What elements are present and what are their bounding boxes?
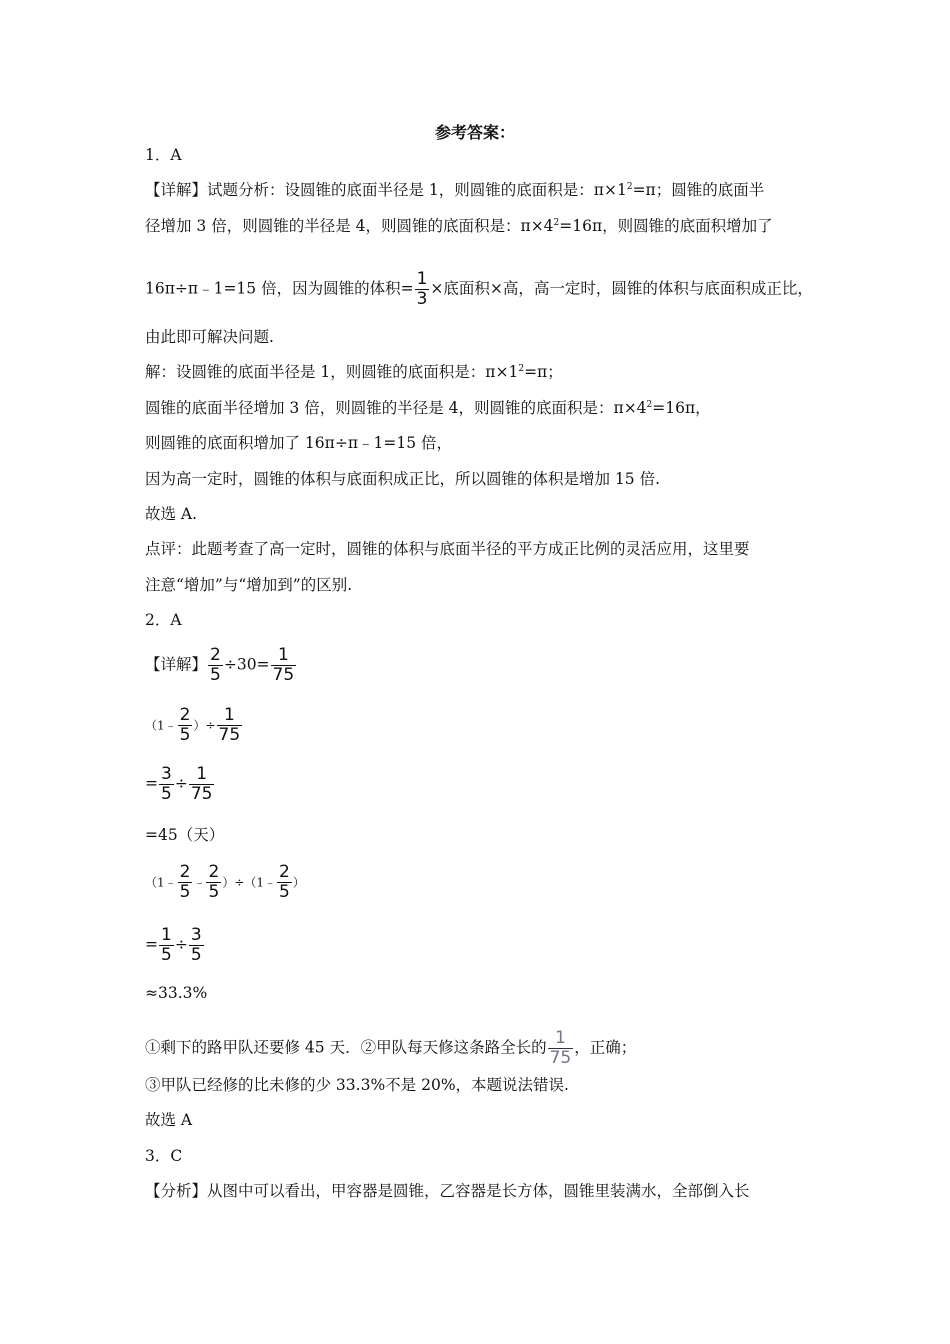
q2-detail-line-3: = $\frac{3}{5}$ ÷ $\frac{1}{75}$ [145, 764, 213, 804]
q1-conclusion: 故选 A. [145, 505, 198, 523]
q2-detail-line-8: ①剩下的路甲队还要修 45 天．②甲队每天修这条路全长的 $\frac{1}{75}$ ，正确； [145, 1028, 637, 1068]
q1-comment-line-2: 注意“增加”与“增加到”的区别. [145, 576, 353, 594]
q2-detail-line-9: ③甲队已经修的比未修的少 33.3%不是 20%，本题说法错误. [145, 1076, 569, 1094]
q2-detail-line-5: （1﹣ $\frac{2}{5}$ ﹣ $\frac{2}{5}$ ）÷（1﹣ $\frac{2}{5}$ ） [145, 862, 305, 902]
q3-analysis-line-1: 【分析】从图中可以看出，甲容器是圆锥，乙容器是长方体，圆锥里装满水，全部倒入长 [145, 1182, 750, 1200]
q2-detail-line-1: 【详解】 $\frac{2}{5}$ ÷30= $\frac{1}{75}$ [145, 645, 295, 685]
q1-detail-line-3: 16π÷π﹣1=15 倍，因为圆锥的体积= $\frac{1}{3}$ ×底面积×高，高一定时，圆锥的体积与底面积成正比， [145, 269, 813, 309]
q1-detail-line-1: 【详解】试题分析：设圆锥的底面半径是 1，则圆锥的底面积是：$\pi\times 1^2=\pi$；圆锥的底面半 [145, 181, 765, 199]
q2-conclusion: 故选 A [145, 1111, 193, 1129]
q1-solution-line-3: 则圆锥的底面积增加了 16π÷π﹣1=15 倍， [145, 434, 453, 452]
q2-detail-line-6: = $\frac{1}{5}$ ÷ $\frac{3}{5}$ [145, 925, 202, 965]
page-title: 参考答案： [434, 123, 515, 142]
q1-detail-line-2: 径增加 3 倍，则圆锥的半径是 4，则圆锥的底面积是：$\pi\times 4^2=16\pi$，则圆锥的底面积增加了 [145, 217, 773, 235]
q2-answer-header: 2．A [145, 611, 182, 629]
q2-detail-line-7: ≈33.3% [145, 984, 208, 1002]
q3-answer-header: 3．C [145, 1147, 183, 1165]
q2-detail-line-4: =45（天） [145, 826, 225, 844]
q1-solution-line-1: 解：设圆锥的底面半径是 1，则圆锥的底面积是：$\pi\times 1^2=\pi$； [145, 363, 563, 381]
q1-solution-line-4: 因为高一定时，圆锥的体积与底面积成正比，所以圆锥的体积是增加 15 倍. [145, 470, 661, 488]
q1-solution-line-2: 圆锥的底面半径增加 3 倍，则圆锥的半径是 4，则圆锥的底面积是：$\pi\times 4^2=16\pi$， [145, 399, 711, 417]
fraction-one-third: $\frac{1}{3}$ [416, 269, 428, 309]
q1-detail-line-4: 由此即可解决问题. [145, 328, 274, 346]
q1-comment-line-1: 点评：此题考查了高一定时，圆锥的体积与底面半径的平方成正比例的灵活应用，这里要 [145, 540, 750, 558]
q2-detail-line-2: （1﹣ $\frac{2}{5}$ ）÷ $\frac{1}{75}$ [145, 705, 241, 745]
q1-answer-header: 1．A [145, 146, 182, 164]
